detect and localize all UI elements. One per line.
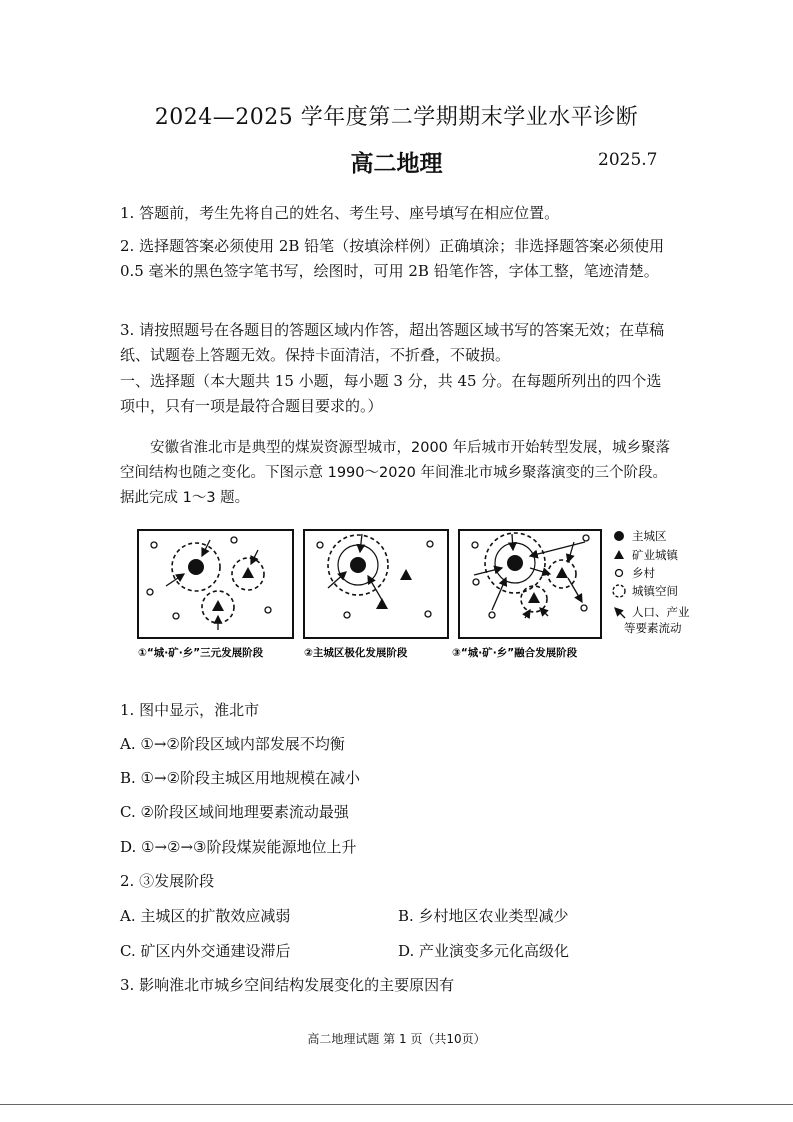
legend-town-space-icon — [613, 585, 625, 597]
village-icon — [425, 611, 431, 617]
question-1-option-b: B. ①→②阶段主城区用地规模在减小 — [120, 769, 361, 787]
legend-main-city-icon — [614, 531, 624, 541]
legend-town-space: 城镇空间 — [632, 584, 678, 598]
village-icon — [147, 589, 153, 595]
question-2-option-a: A. 主城区的扩散效应减弱 — [120, 907, 291, 925]
instruction-1: 1. 答题前，考生先将自己的姓名、考生号、座号填写在相应位置。 — [120, 204, 560, 222]
village-icon — [231, 537, 237, 543]
question-1-option-c: C. ②阶段区域间地理要素流动最强 — [120, 803, 349, 821]
mining-town-icon — [376, 598, 388, 609]
main-city-icon — [350, 557, 366, 573]
caption-stage-3: ③“城·矿·乡”融合发展阶段 — [452, 647, 578, 659]
exam-title: 2024—2025 学年度第二学期期末学业水平诊断 — [154, 105, 639, 130]
instruction-3: 3. 请按照题号在各题目的答题区域内作答，超出答题区域书写的答案无效；在草稿纸、试题卷上答题无效。保持卡面清洁，不折叠，不破损。 — [120, 321, 665, 364]
village-icon — [489, 612, 495, 618]
legend-village: 乡村 — [632, 566, 655, 580]
village-icon — [427, 541, 433, 547]
legend-mining-town: 矿业城镇 — [632, 548, 678, 562]
main-city-icon — [507, 555, 523, 571]
mining-town-icon — [212, 600, 224, 611]
question-1-option-d: D. ①→②→③阶段煤炭能源地位上升 — [120, 838, 357, 856]
panel-stage-2 — [304, 530, 448, 638]
village-icon — [265, 607, 271, 613]
section-heading: 一、选择题（本大题共 15 小题，每小题 3 分，共 45 分。在每题所列出的四个选项中，只有一项是最符合题目要求的。） — [120, 372, 662, 415]
village-icon — [473, 579, 479, 585]
village-icon — [173, 613, 179, 619]
mining-town-icon — [556, 567, 568, 578]
question-2-option-c: C. 矿区内外交通建设滞后 — [120, 942, 291, 960]
legend-flow-arrow-icon — [615, 608, 625, 618]
question-3-stem: 3. 影响淮北市城乡空间结构发展变化的主要原因有 — [120, 976, 455, 994]
village-icon — [472, 542, 478, 548]
village-icon — [583, 535, 589, 541]
village-icon — [317, 542, 323, 548]
legend-flow-line1: 人口、产业 — [632, 605, 690, 619]
village-icon — [581, 605, 587, 611]
figure-legend — [613, 529, 690, 635]
main-city-icon — [188, 559, 204, 575]
caption-stage-1: ①“城·矿·乡”三元发展阶段 — [138, 647, 264, 659]
panel-stage-1 — [138, 530, 293, 638]
mining-town-icon — [242, 567, 254, 578]
legend-main-city: 主城区 — [632, 529, 667, 543]
village-icon — [151, 542, 157, 548]
question-2-option-d: D. 产业演变多元化高级化 — [398, 942, 570, 960]
bottom-divider — [0, 1104, 793, 1105]
mining-town-icon — [400, 569, 412, 580]
question-2-option-b: B. 乡村地区农业类型减少 — [398, 907, 569, 925]
settlement-evolution-figure — [130, 520, 705, 670]
village-icon — [344, 612, 350, 618]
legend-village-icon — [616, 570, 623, 577]
exam-date: 2025.7 — [598, 150, 658, 170]
subject-title: 高二地理 — [350, 151, 443, 177]
instruction-2: 2. 选择题答案必须使用 2B 铅笔（按填涂样例）正确填涂；非选择题答案必须使用 0.5 毫米的黑色签字笔书写，绘图时，可用 2B 铅笔作答，字体工整，笔迹清楚。 — [120, 237, 665, 280]
page-footer: 高二地理试题 第 1 页（共10页） — [307, 1032, 486, 1046]
question-1-option-a: A. ①→②阶段区域内部发展不均衡 — [120, 735, 345, 753]
legend-mining-town-icon — [614, 550, 624, 559]
question-1-stem: 1. 图中显示，淮北市 — [120, 701, 260, 719]
passage: 安徽省淮北市是典型的煤炭资源型城市，2000 年后城市开始转型发展，城乡聚落空间结构也随之变化。下图示意 1990～2020 年间淮北市城乡聚落演变的三个阶段。据此完成 1～3 题。 — [120, 440, 671, 506]
legend-flow-line2: 等要素流动 — [624, 621, 682, 635]
caption-stage-2: ②主城区极化发展阶段 — [304, 647, 408, 659]
question-2-stem: 2. ③发展阶段 — [120, 872, 215, 890]
panel-stage-3 — [459, 530, 601, 638]
mining-town-icon — [528, 592, 540, 603]
